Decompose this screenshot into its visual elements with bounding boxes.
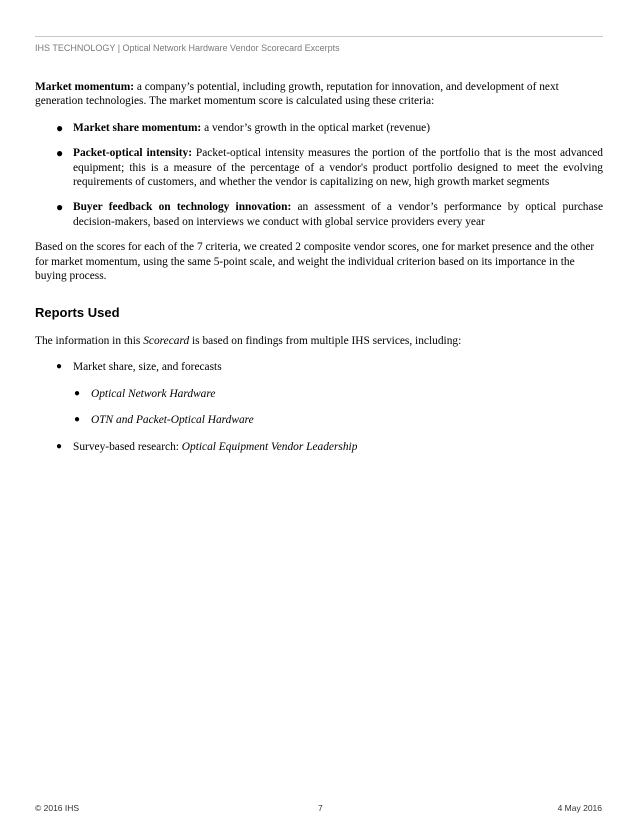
footer-copyright: © 2016 IHS [35,803,80,813]
reports-intro-post: is based on findings from multiple IHS services, including: [189,334,462,347]
report-subitem-optical-network-hardware [35,387,603,401]
criteria-list [35,121,603,229]
reports-used-heading: Reports Used [35,305,120,321]
market-momentum-text: a company’s potential, including growth, reputation for innovation, and development of next generation technologies. The market momentum score is calculated using these criteria: [35,81,559,108]
bullet-icon: ● [56,146,64,161]
report-subitem-text: Optical Network Hardware [91,387,216,400]
criterion-term: Packet-optical intensity: [73,147,193,160]
market-momentum-definition [35,80,603,109]
criterion-term: Market share momentum: [73,121,202,134]
bullet-icon: ● [74,387,81,399]
reports-intro [35,334,603,348]
bullet-icon: ● [56,361,63,373]
header-rule [35,36,603,37]
market-momentum-term: Market momentum: [35,81,135,93]
report-subitem-otn-packet-optical [35,413,603,427]
bullet-icon: ● [74,414,81,426]
report-item-survey [35,440,603,454]
criterion-buyer-feedback [35,200,603,229]
running-header: IHS TECHNOLOGY | Optical Network Hardware Vendor Scorecard Excerpts [35,43,340,53]
report-item-emphasis: Optical Equipment Vendor Leadership [181,440,358,453]
report-item-text: Market share, size, and forecasts [73,361,222,374]
bullet-icon: ● [56,200,64,215]
criterion-packet-optical-intensity [35,146,603,189]
criterion-text: an assessment of a vendor’s performance by optical purchase decision-makers, based on interviews we conduct with global service providers every year [73,201,604,228]
footer-date: 4 May 2016 [557,803,602,813]
criterion-market-share-momentum [35,121,603,135]
criterion-text: a vendor’s growth in the optical market (revenue) [201,121,431,134]
criterion-term: Buyer feedback on technology innovation: [73,201,292,214]
criterion-text: Packet-optical intensity measures the portion of the portfolio that is the most advanced equipment; this is a measure of the percentage of a vendor's product portfolio designed to meet the evolving requirements of customers, and whether the vendor is capitalizing on new, high growth market segments [73,147,604,189]
report-item-text: Survey-based research: [73,440,182,453]
bullet-icon: ● [56,440,63,452]
reports-list [35,360,603,454]
report-item-market-share [35,360,603,374]
bullet-icon: ● [56,120,64,135]
reports-intro-pre: The information in this [35,334,144,347]
page-content [35,80,603,466]
scorecard-emphasis: Scorecard [143,334,190,347]
composite-scores-paragraph: Based on the scores for each of the 7 criteria, we created 2 composite vendor scores, one for market presence and the other for market momentum, using the same 5-point scale, and weight the individual criterion based on its importance in the buying process. [35,241,595,283]
report-subitem-text: OTN and Packet-Optical Hardware [91,414,254,427]
footer-page-number: 7 [318,803,323,813]
